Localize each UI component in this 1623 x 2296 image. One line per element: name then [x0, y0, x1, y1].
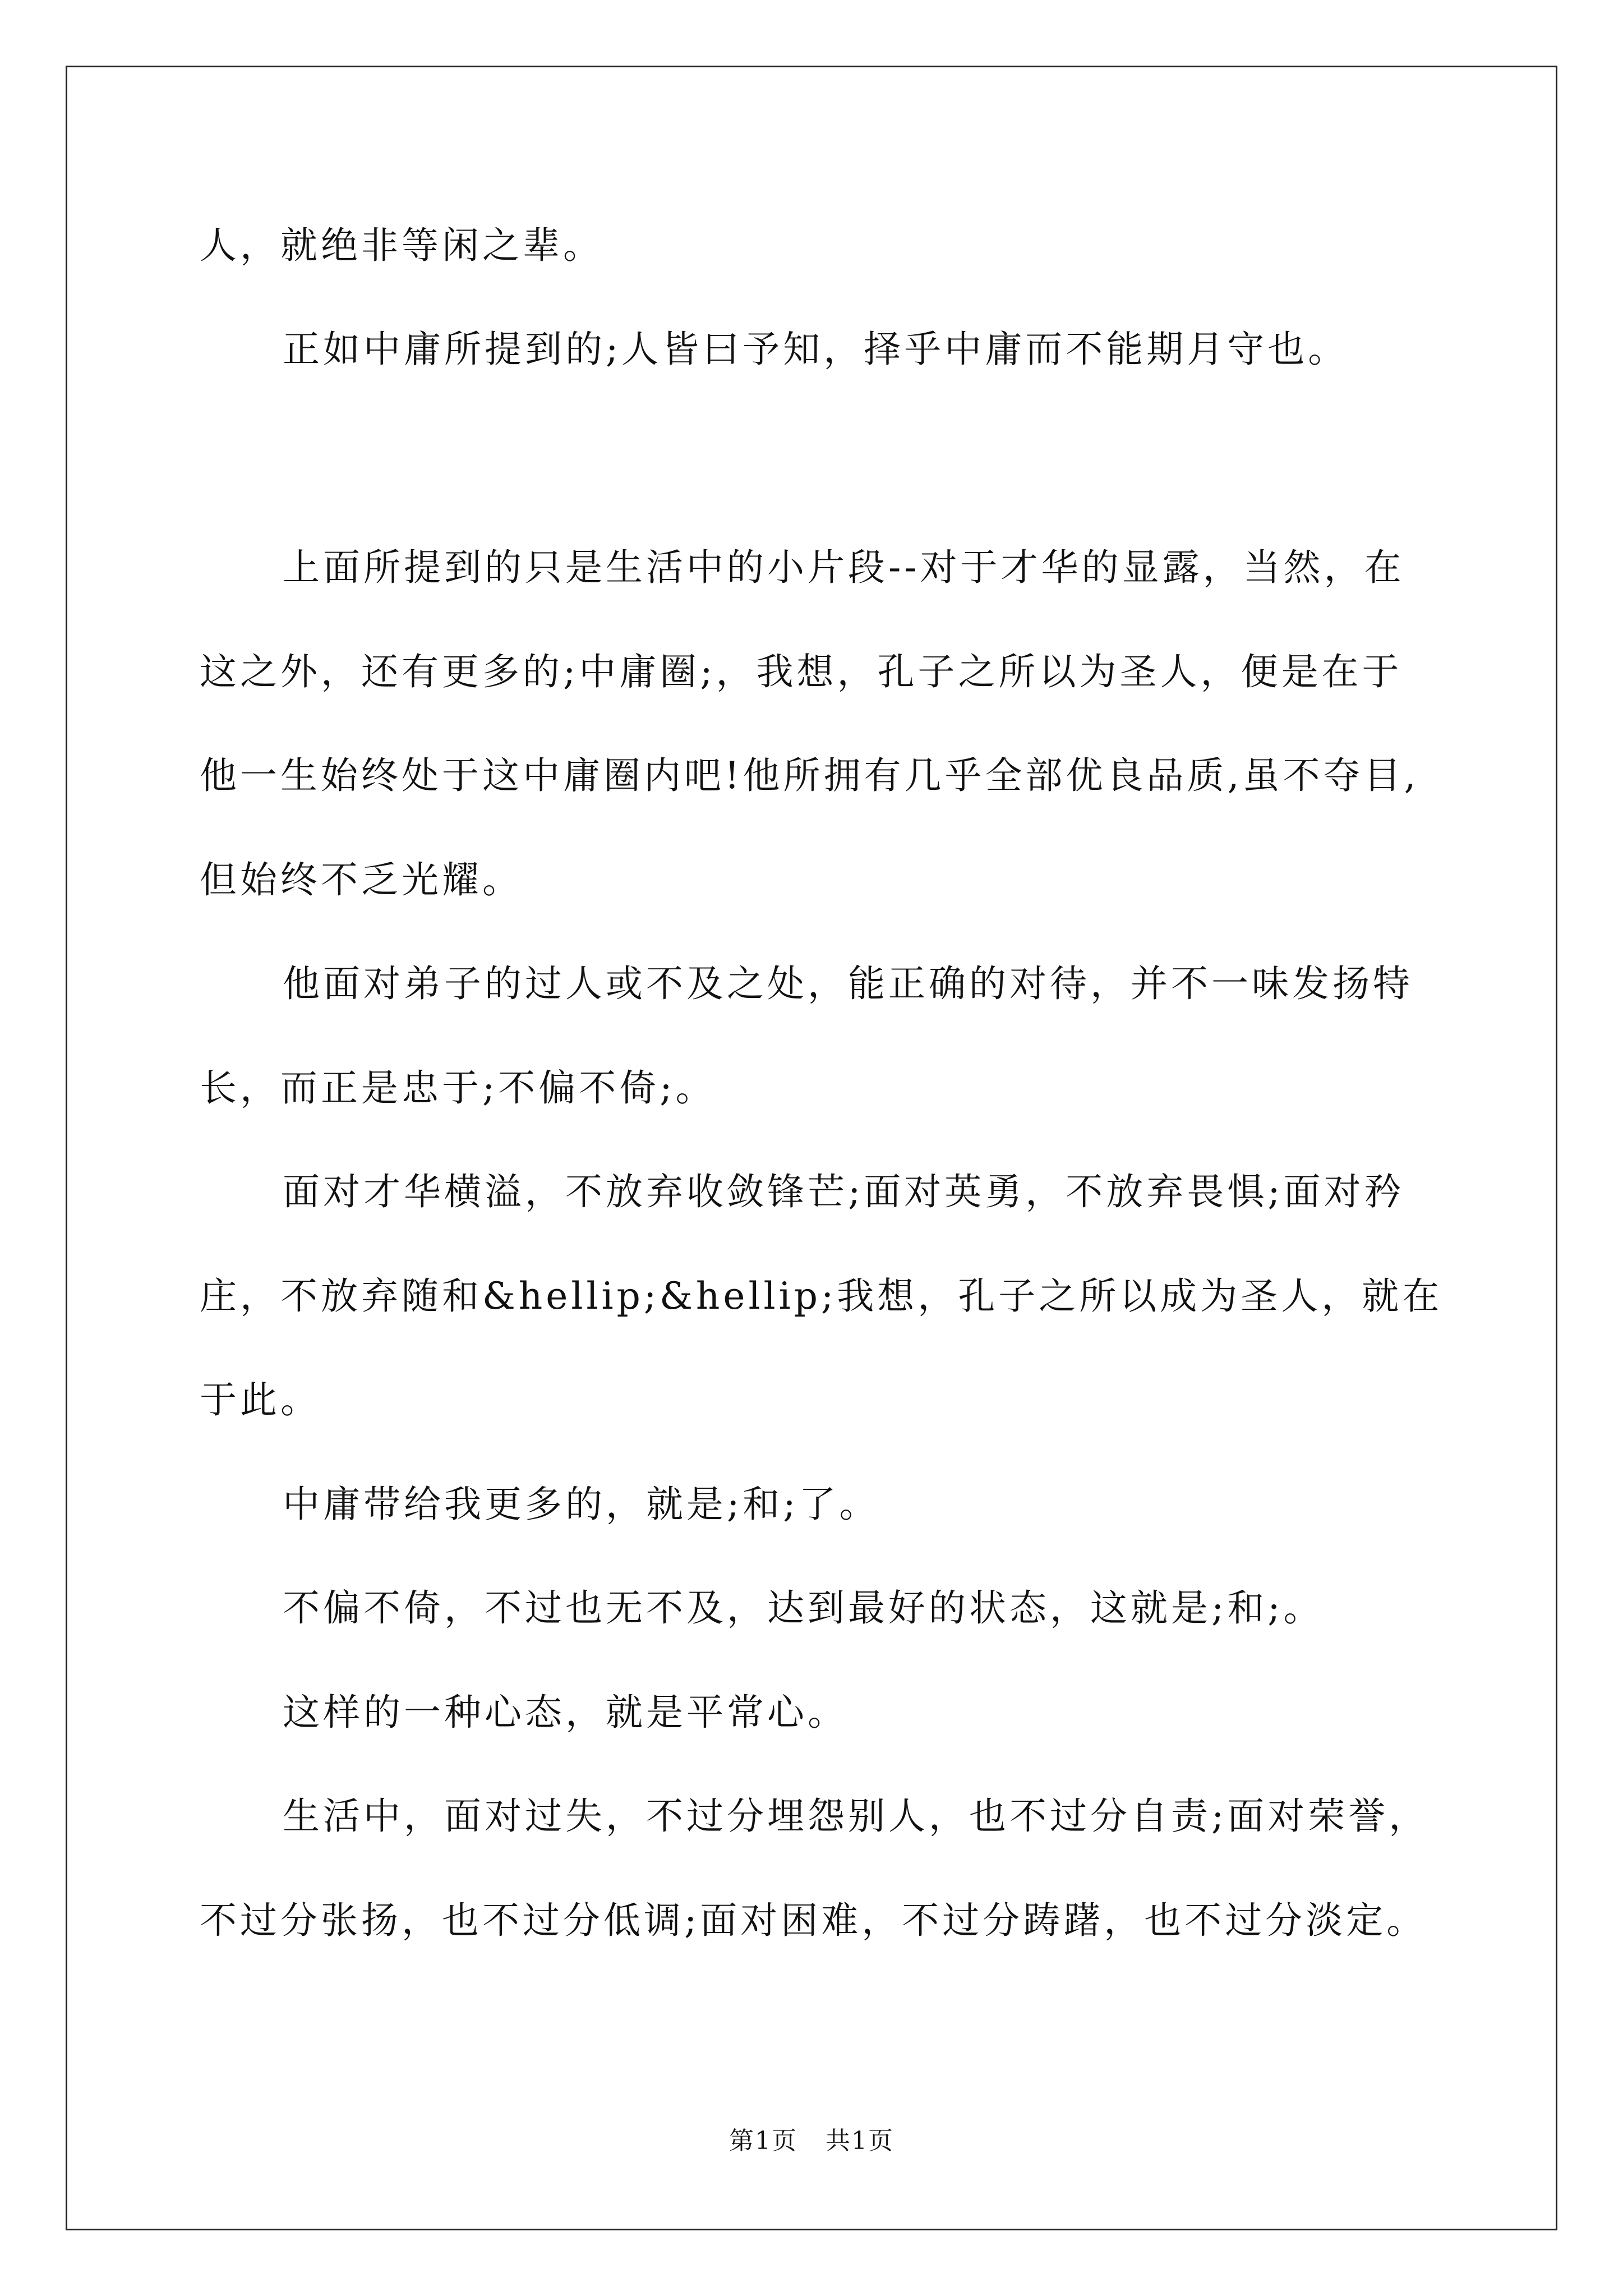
text-line: 他一生始终处于这中庸圈内吧!他所拥有几乎全部优良品质,虽不夺目,: [200, 754, 1419, 797]
text-line: 正如中庸所提到的;人皆曰予知，择乎中庸而不能期月守也。: [283, 328, 1349, 371]
text-line: 但始终不乏光耀。: [200, 858, 523, 901]
text-line: 上面所提到的只是生活中的小片段--对于才华的显露，当然，在: [283, 546, 1405, 589]
text-line: 中庸带给我更多的，就是;和;了。: [283, 1483, 880, 1526]
page-footer: [0, 2124, 1623, 2158]
text-line: 长，而正是忠于;不偏不倚;。: [200, 1066, 716, 1110]
text-line: 人，就绝非等闲之辈。: [200, 224, 603, 267]
text-line: 这样的一种心态，就是平常心。: [283, 1691, 848, 1734]
text-line: 庄，不放弃随和&hellip;&hellip;我想，孔子之所以成为圣人，就在: [200, 1274, 1443, 1318]
text-line: 于此。: [200, 1378, 321, 1421]
page-number-total: 共1页: [826, 2127, 894, 2155]
text-line: 不过分张扬，也不过分低调;面对困难，不过分踌躇，也不过分淡定。: [200, 1899, 1427, 1942]
text-line: 生活中，面对过失，不过分埋怨别人，也不过分自责;面对荣誉，: [283, 1795, 1430, 1838]
text-line: 面对才华横溢，不放弃收敛锋芒;面对英勇，不放弃畏惧;面对矜: [283, 1170, 1405, 1213]
page-number-current: 第1页: [729, 2127, 797, 2155]
text-line: 他面对弟子的过人或不及之处，能正确的对待，并不一味发扬特: [283, 962, 1413, 1005]
text-line: 这之外，还有更多的;中庸圈;，我想，孔子之所以为圣人，便是在于: [200, 650, 1403, 693]
text-line: 不偏不倚，不过也无不及，达到最好的状态，这就是;和;。: [283, 1586, 1324, 1630]
